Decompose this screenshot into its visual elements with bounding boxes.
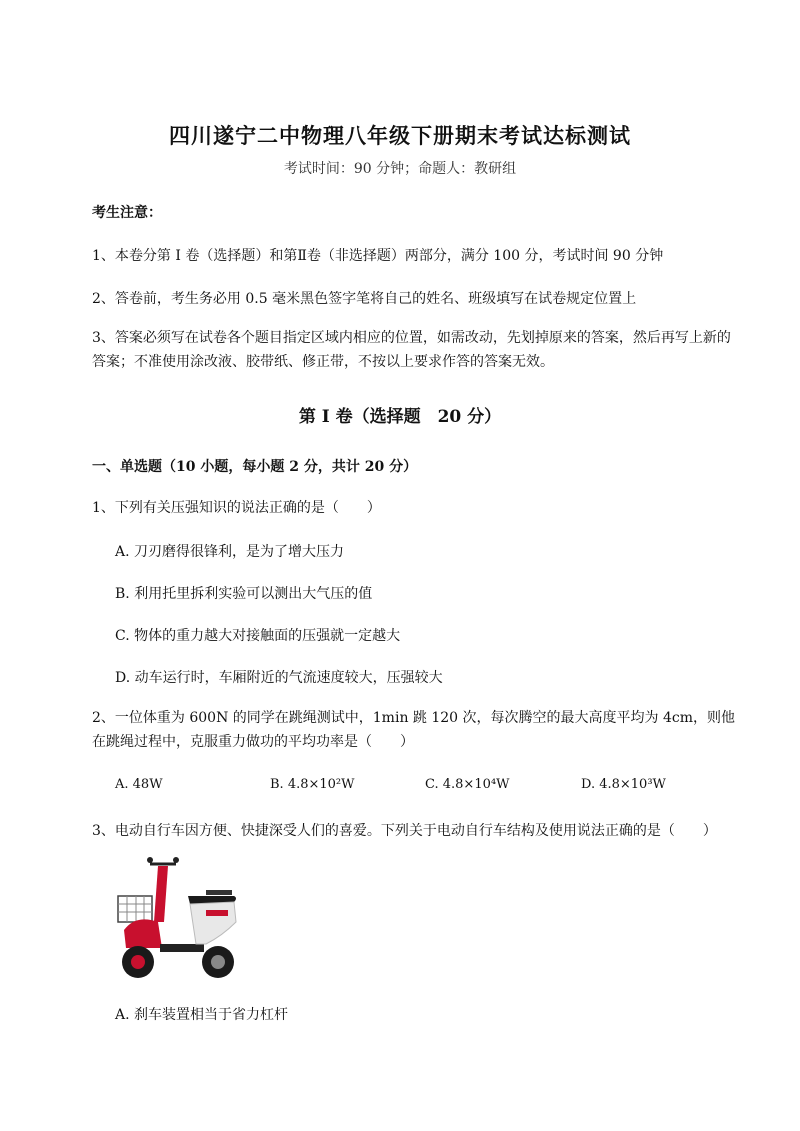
notice-item-2: 2、答卷前，考生务必用 0.5 毫米黑色签字笔将自己的姓名、班级填写在试卷规定位置上 [92, 291, 637, 307]
section-title: 第 I 卷（选择题 20 分） [298, 407, 502, 427]
question-1-option-a: A. 刀刃磨得很锋利，是为了增大压力 [115, 544, 345, 560]
exam-subtitle: 考试时间：90 分钟；命题人：教研组 [283, 161, 517, 177]
question-3-stem: 3、电动自行车因方便、快捷深受人们的喜爱。下列关于电动自行车结构及使用说法正确的是（ ） [92, 823, 717, 839]
question-1-stem: 1、下列有关压强知识的说法正确的是（ ） [92, 500, 381, 516]
question-1-option-b: B. 利用托里拆利实验可以测出大气压的值 [115, 586, 373, 602]
notice-heading: 考生注意： [92, 205, 162, 221]
question-2-stem: 2、一位体重为 600N 的同学在跳绳测试中，1min 跳 120 次，每次腾空的最大高度平均为 4cm，则他在跳绳过程中，克服重力做功的平均功率是（ ） [92, 710, 735, 750]
section-subheading: 一、单选题（10 小题，每小题 2 分，共计 20 分） [92, 459, 418, 475]
notice-item-3: 3、答案必须写在试卷各个题目指定区域内相应的位置，如需改动，先划掉原来的答案，然后再写上新的答案；不准使用涂改液、胶带纸、修正带，不按以上要求作答的答案无效。 [92, 330, 731, 370]
question-2-option-d: D. 4.8×10³W [581, 777, 666, 792]
page-title: 四川遂宁二中物理八年级下册期末考试达标测试 [169, 123, 631, 148]
electric-scooter-image [110, 852, 242, 982]
notice-item-1: 1、本卷分第 I 卷（选择题）和第Ⅱ卷（非选择题）两部分，满分 100 分，考试时间 90 分钟 [92, 248, 664, 264]
question-1-option-c: C. 物体的重力越大对接触面的压强就一定越大 [115, 628, 401, 644]
question-3-option-a: A. 刹车装置相当于省力杠杆 [115, 1007, 289, 1023]
question-2-option-c: C. 4.8×10⁴W [425, 777, 510, 792]
question-1-option-d: D. 动车运行时，车厢附近的气流速度较大，压强较大 [115, 670, 443, 686]
question-2-option-b: B. 4.8×10²W [270, 777, 355, 792]
question-2-option-a: A. 48W [115, 777, 163, 792]
